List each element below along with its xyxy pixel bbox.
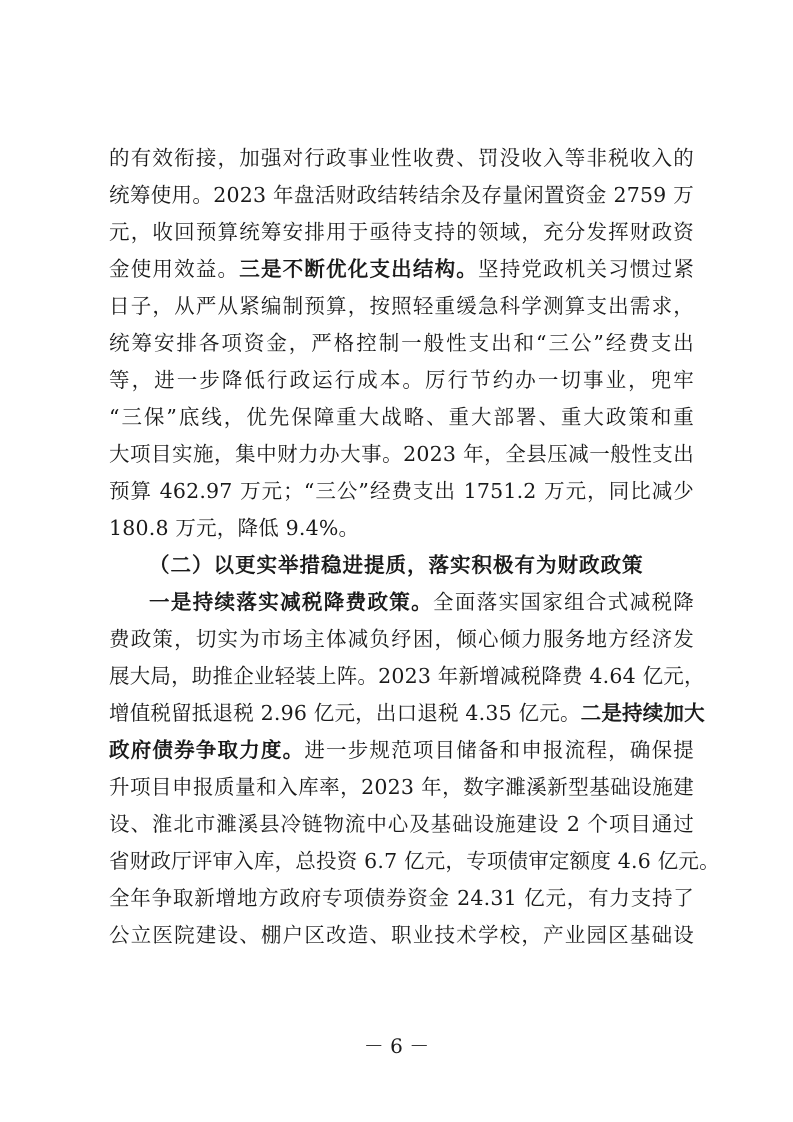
text-segment: 公立医院建设、棚户区改造、职业技术学校，产业园区基础设 xyxy=(109,923,694,947)
text-line xyxy=(109,251,694,288)
text-line xyxy=(109,436,694,473)
text-line xyxy=(109,917,694,954)
section-heading xyxy=(109,547,694,584)
text-segment: 升项目申报质量和入库率，2023 年，数字濉溪新型基础设施建 xyxy=(109,775,694,799)
text-segment: 全面落实国家组合式减税降 xyxy=(433,590,694,614)
text-line xyxy=(109,214,694,251)
text-line xyxy=(109,140,694,177)
bold-phrase: 二是持续加大 xyxy=(580,701,705,725)
text-line xyxy=(109,769,694,806)
text-line xyxy=(109,325,694,362)
text-line xyxy=(109,880,694,917)
text-line xyxy=(109,843,720,880)
text-segment: 费政策，切实为市场主体减负纾困，倾心倾力服务地方经济发 xyxy=(109,627,694,651)
text-segment: 180.8 万元，降低 9.4%。 xyxy=(109,516,360,540)
page-number: － 6 － xyxy=(363,1034,430,1058)
text-segment: 元，收回预算统筹安排用于亟待支持的领域，充分发挥财政资 xyxy=(109,220,694,244)
text-segment: 坚持党政机关习惯过紧 xyxy=(477,257,695,281)
bold-phrase: （二）以更实举措稳进提质，落实积极有为财政政策 xyxy=(149,553,644,577)
text-line xyxy=(109,621,694,658)
text-line xyxy=(109,695,705,732)
document-body xyxy=(109,140,720,954)
text-line xyxy=(109,399,694,436)
text-segment: 日子，从严从紧编制预算，按照轻重缓急科学测算支出需求， xyxy=(109,294,694,318)
text-segment: 省财政厅评审入库，总投资 6.7 亿元，专项债审定额度 4.6 亿元。 xyxy=(109,849,720,873)
text-line xyxy=(109,177,694,214)
text-line xyxy=(109,732,694,769)
text-line xyxy=(109,584,694,621)
bold-phrase: 政府债券争取力度。 xyxy=(109,738,305,762)
text-line xyxy=(109,362,694,399)
text-segment: 大项目实施，集中财力办大事。2023 年，全县压减一般性支出 xyxy=(109,442,694,466)
text-segment: 进一步规范项目储备和申报流程，确保提 xyxy=(304,738,694,762)
text-segment: 增值税留抵退税 2.96 亿元，出口退税 4.35 亿元。 xyxy=(109,701,581,725)
text-segment: 金使用效益。 xyxy=(109,257,240,281)
text-segment: 等，进一步降低行政运行成本。厉行节约办一切事业，兜牢 xyxy=(109,368,694,392)
text-segment: 全年争取新增地方政府专项债券资金 24.31 亿元，有力支持了 xyxy=(109,886,694,910)
text-segment: 统筹安排各项资金，严格控制一般性支出和“三公”经费支出 xyxy=(109,331,694,355)
text-line xyxy=(109,288,694,325)
bold-phrase: 一是持续落实减税降费政策。 xyxy=(149,590,433,614)
text-line xyxy=(109,658,705,695)
bold-phrase: 三是不断优化支出结构。 xyxy=(239,257,478,281)
text-segment: 预算 462.97 万元；“三公”经费支出 1751.2 万元，同比减少 xyxy=(109,479,694,503)
text-segment: 的有效衔接，加强对行政事业性收费、罚没收入等非税收入的 xyxy=(109,146,694,170)
text-line xyxy=(109,473,694,510)
text-segment: 统筹使用。2023 年盘活财政结转结余及存量闲置资金 2759 万 xyxy=(109,183,694,207)
text-line xyxy=(109,510,694,547)
text-segment: 展大局，助推企业轻装上阵。2023 年新增减税降费 4.64 亿元， xyxy=(109,664,705,688)
text-segment: “三保”底线，优先保障重大战略、重大部署、重大政策和重 xyxy=(109,405,694,429)
text-line xyxy=(109,806,694,843)
text-segment: 设、淮北市濉溪县冷链物流中心及基础设施建设 2 个项目通过 xyxy=(109,812,694,836)
